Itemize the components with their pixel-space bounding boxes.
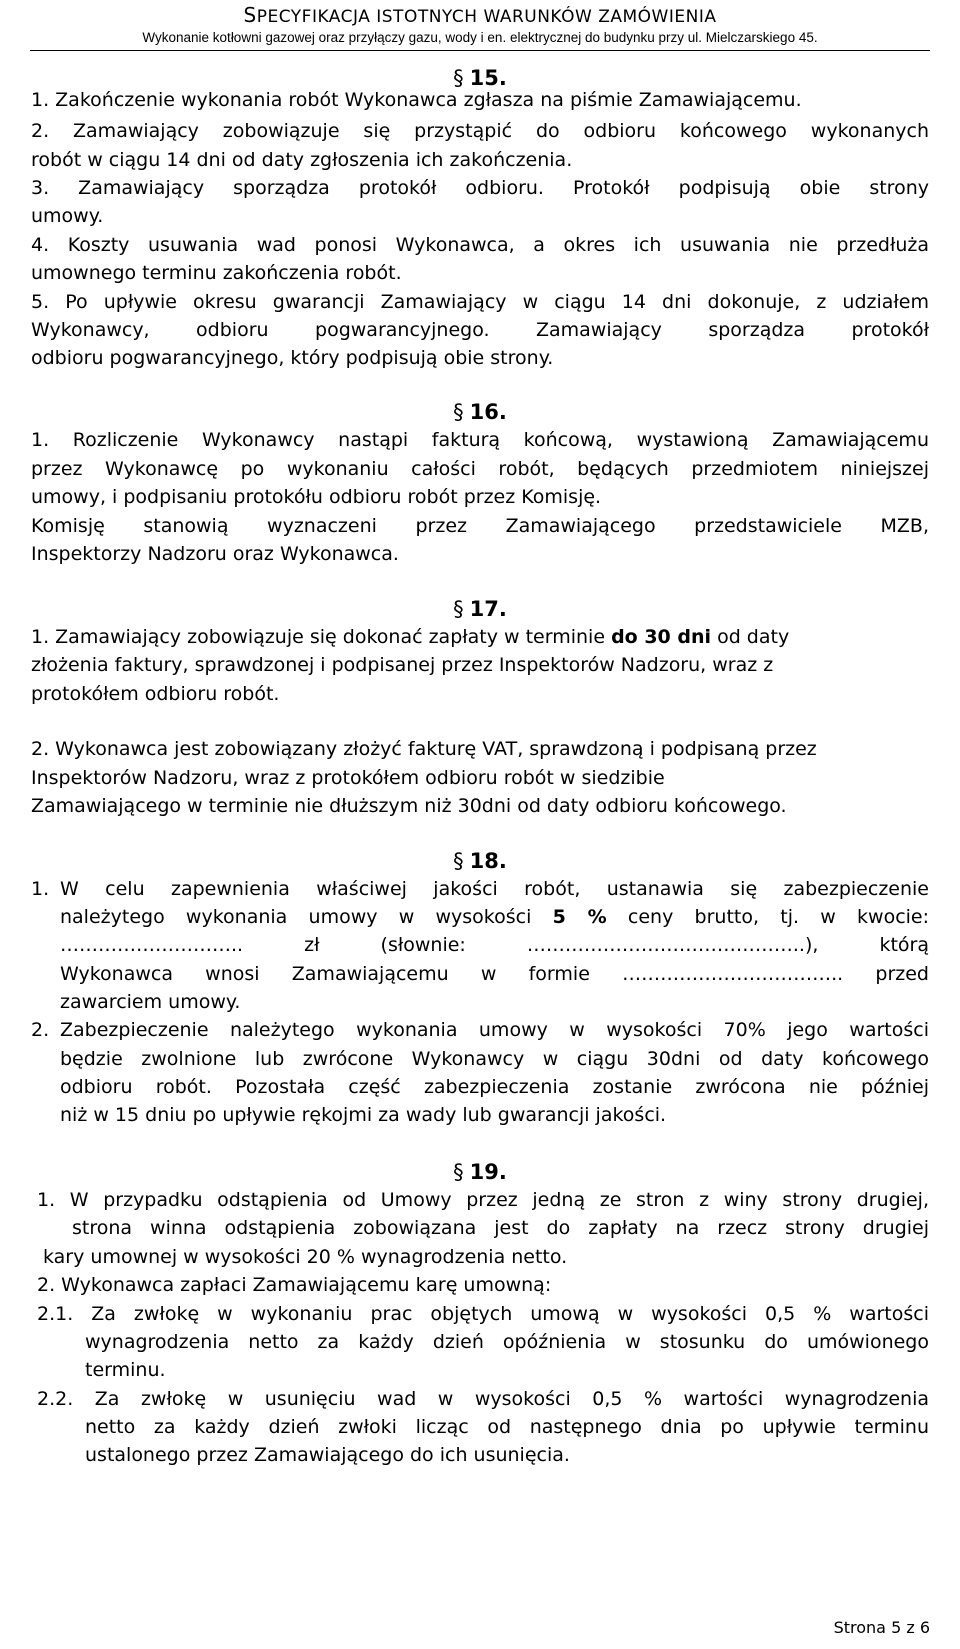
paragraph-line: 2.2. Za zwłokę w usunięciu wad w wysokości 0,5 % wartości wynagrodzenia [37, 1388, 929, 1410]
section-mark: § [453, 597, 464, 621]
section-mark: § [453, 400, 464, 424]
paragraph-line: odbioru pogwarancyjnego, który podpisują obie strony. [31, 347, 554, 369]
list-number: 2. [31, 1019, 50, 1041]
section-number: 17. [469, 597, 507, 621]
bold-term: do 30 dni [611, 626, 712, 648]
paragraph-line: Inspektorzy Nadzoru oraz Wykonawca. [31, 543, 399, 565]
paragraph-line: W celu zapewnienia właściwej jakości robót, ustanawia się zabezpieczenie [60, 878, 929, 900]
paragraph-line: terminu. [85, 1359, 166, 1381]
paragraph-line: odbioru robót. Pozostała część zabezpieczenia zostanie zwrócona nie później [60, 1076, 929, 1098]
paragraph-line: Wykonawca wnosi Zamawiającemu w formie …………………………….. przed [60, 963, 929, 985]
paragraph-line: 4. Koszty usuwania wad ponosi Wykonawca, a okres ich usuwania nie przedłuża [31, 234, 929, 256]
paragraph-line [60, 904, 929, 931]
paragraph-line: protokółem odbioru robót. [31, 683, 280, 705]
paragraph-line: Zabezpieczenie należytego wykonania umowy w wysokości 70% jego wartości [60, 1019, 929, 1041]
section-number: 18. [469, 849, 507, 873]
section-number: 16. [469, 400, 507, 424]
list-number: 1. [31, 878, 50, 900]
paragraph-line: przez Wykonawcę po wykonaniu całości robót, będących przedmiotem niniejszej [31, 458, 929, 480]
paragraph-line: Zamawiającego w terminie nie dłuższym niż 30dni od daty odbioru końcowego. [31, 795, 787, 817]
bold-term: 5 % [552, 906, 607, 928]
paragraph-line: 2. Wykonawca zapłaci Zamawiającemu karę umowną: [37, 1274, 552, 1296]
section-18-heading [0, 849, 960, 873]
section-mark: § [453, 849, 464, 873]
paragraph-line: 3. Zamawiający sporządza protokół odbioru. Protokół podpisują obie strony [31, 177, 929, 199]
paragraph-line [31, 624, 929, 651]
text-run: ceny brutto, tj. w kwocie: [606, 906, 930, 928]
paragraph-line: netto za każdy dzień zwłoki licząc od następnego dnia po upływie terminu [85, 1416, 929, 1438]
paragraph-line: ……………………….. zł (słownie: ……………………………………..), którą [60, 934, 929, 956]
text-run: 1. Zamawiający zobowiązuje się dokonać zapłaty w terminie [31, 626, 612, 648]
paragraph-line: strona winna odstąpienia zobowiązana jest do zapłaty na rzecz strony drugiej [72, 1217, 929, 1239]
text-run: należytego wykonania umowy w wysokości [60, 906, 553, 928]
paragraph-line: 2.1. Za zwłokę w wykonaniu prac objętych umową w wysokości 0,5 % wartości [37, 1303, 929, 1325]
paragraph-line: Komisję stanowią wyznaczeni przez Zamawiającego przedstawiciele MZB, [31, 515, 929, 537]
section-16-heading [0, 400, 960, 424]
header-title-first: S [243, 3, 257, 27]
paragraph-line: 2. Wykonawca jest zobowiązany złożyć fakturę VAT, sprawdzoną i podpisaną przez [31, 738, 817, 760]
paragraph-line: złożenia faktury, sprawdzonej i podpisanej przez Inspektorów Nadzoru, wraz z [31, 654, 774, 676]
paragraph-line: będzie zwolnione lub zwrócone Wykonawcy w ciągu 30dni od daty końcowego [60, 1048, 929, 1070]
paragraph-line: umowy. [31, 205, 104, 227]
paragraph-line: Wykonawcy, odbioru pogwarancyjnego. Zamawiający sporządza protokół [31, 319, 929, 341]
paragraph-line: umownego terminu zakończenia robót. [31, 262, 402, 284]
paragraph-line: kary umownej w wysokości 20 % wynagrodzenia netto. [43, 1246, 568, 1268]
text-run: od daty [711, 626, 790, 648]
paragraph-line: ustalonego przez Zamawiającego do ich usunięcia. [85, 1444, 570, 1466]
paragraph-line: 1. W przypadku odstąpienia od Umowy przez jedną ze stron z winy strony drugiej, [37, 1189, 929, 1211]
paragraph-line: 1. Rozliczenie Wykonawcy nastąpi fakturą końcową, wystawioną Zamawiającemu [31, 429, 929, 451]
paragraph-line: robót w ciągu 14 dni od daty zgłoszenia ich zakończenia. [31, 149, 573, 171]
paragraph-line: Inspektorów Nadzoru, wraz z protokółem odbioru robót w siedzibie [31, 767, 665, 789]
paragraph-line: 5. Po upływie okresu gwarancji Zamawiający w ciągu 14 dni dokonuje, z udziałem [31, 291, 929, 313]
header-title-rest: PECYFIKACJA ISTOTNYCH WARUNKÓW ZAMÓWIENIA [256, 7, 717, 27]
paragraph-line: 2. Zamawiający zobowiązuje się przystąpić do odbioru końcowego wykonanych [31, 120, 929, 142]
section-mark: § [453, 66, 464, 90]
paragraph-line: umowy, i podpisaniu protokółu odbioru robót przez Komisję. [31, 486, 602, 508]
section-number: 19. [469, 1160, 507, 1184]
paragraph-line: 1. Zakończenie wykonania robót Wykonawca zgłasza na piśmie Zamawiającemu. [31, 89, 802, 111]
section-17-heading [0, 597, 960, 621]
section-19-heading [0, 1160, 960, 1184]
header-title [0, 3, 960, 27]
section-number: 15. [469, 66, 507, 90]
section-mark: § [453, 1160, 464, 1184]
paragraph-line: zawarciem umowy. [60, 991, 241, 1013]
page-number: Strona 5 z 6 [833, 1618, 930, 1637]
paragraph-line: wynagrodzenia netto za każdy dzień opóźnienia w stosunku do umówionego [85, 1331, 929, 1353]
header-rule [30, 50, 930, 51]
paragraph-line: niż w 15 dniu po upływie rękojmi za wady lub gwarancji jakości. [60, 1104, 667, 1126]
header-subtitle: Wykonanie kotłowni gazowej oraz przyłączy gazu, wody i en. elektrycznej do budynku przy ul. Mielczarskiego 45. [142, 30, 818, 45]
